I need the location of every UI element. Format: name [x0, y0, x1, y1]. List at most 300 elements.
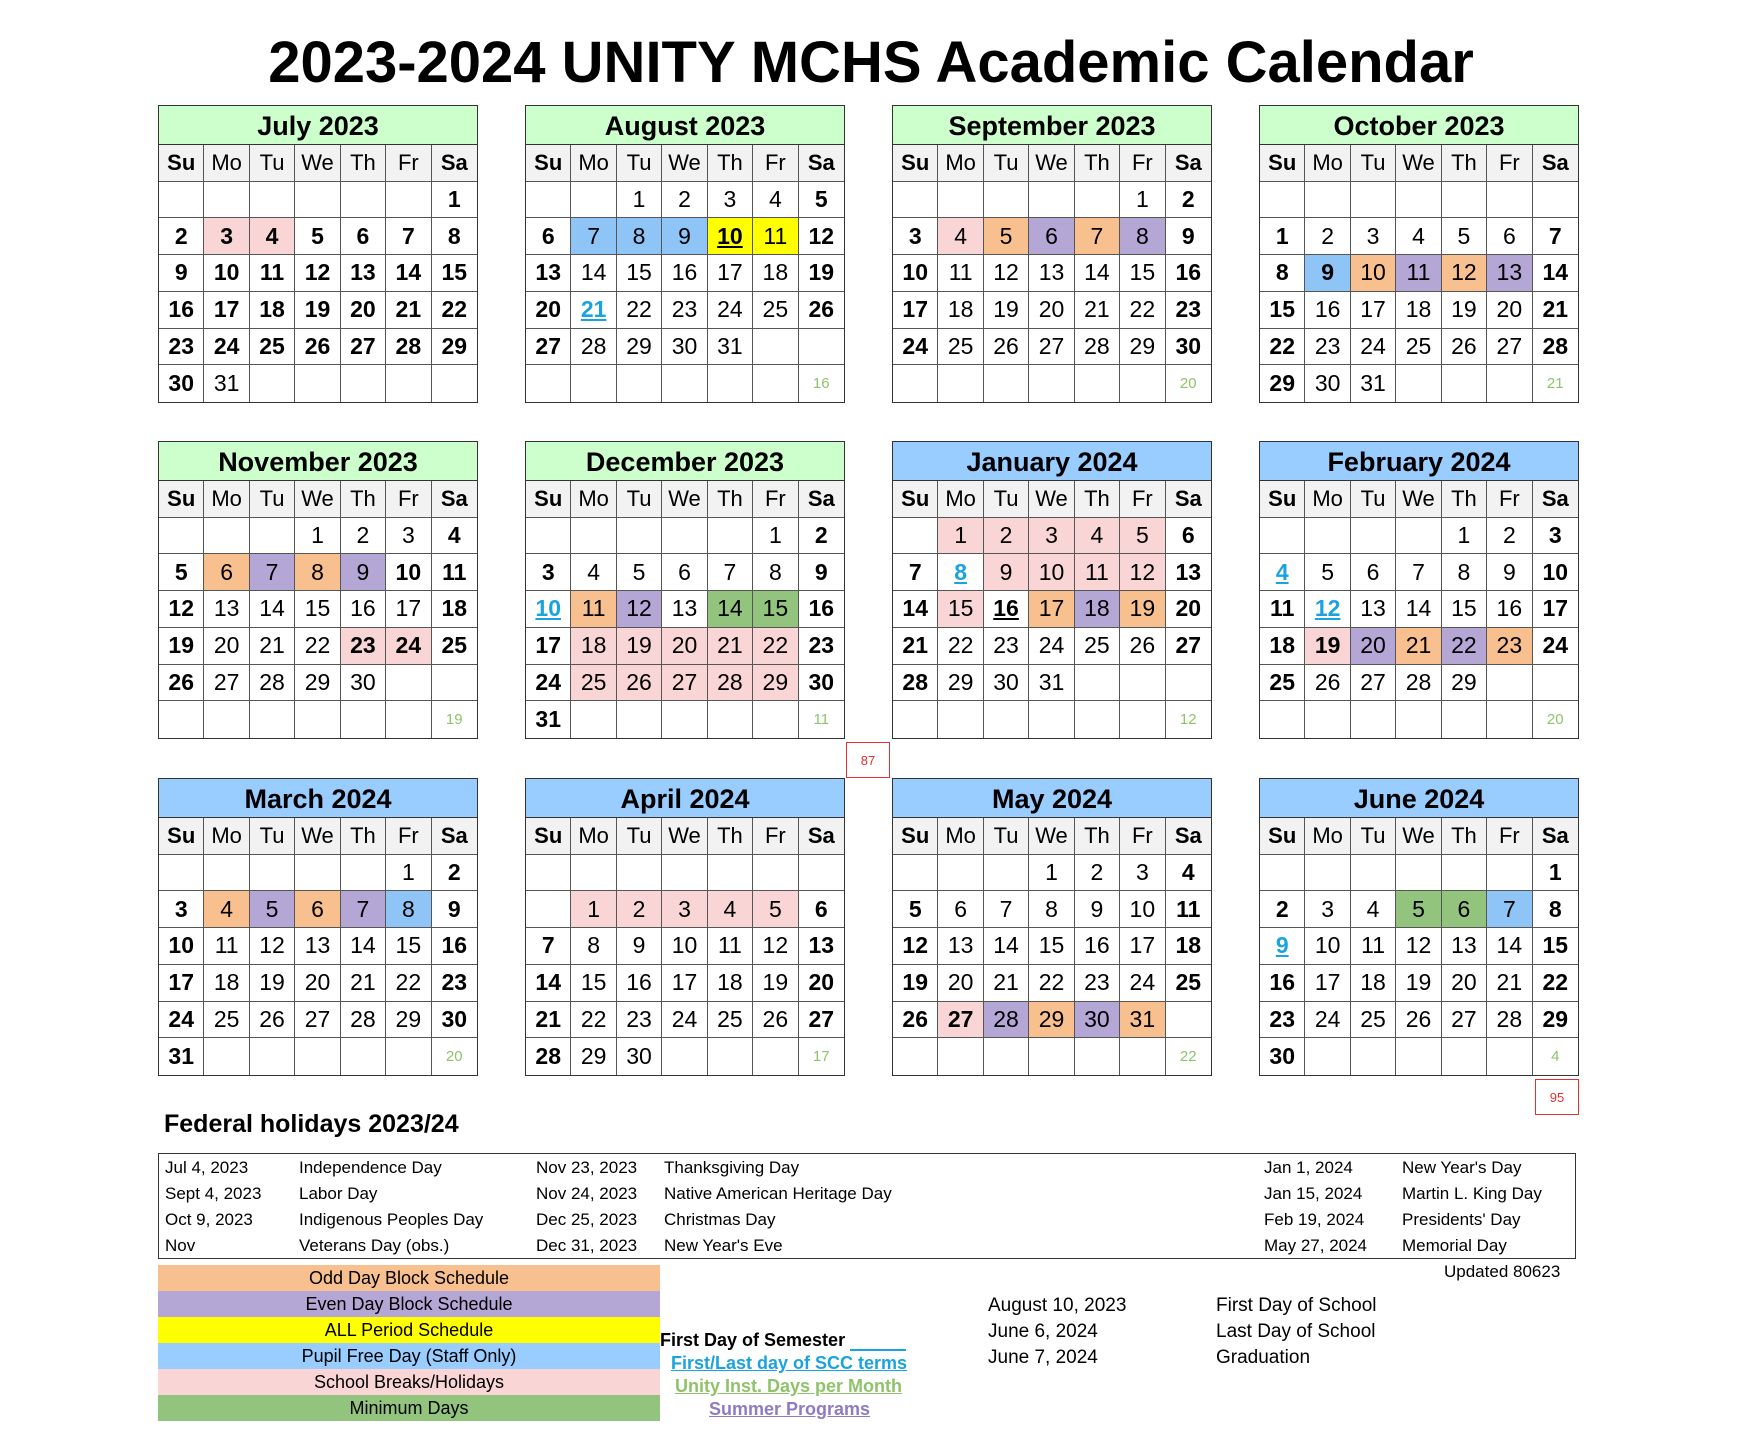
day-cell: 3 [204, 218, 249, 255]
holiday-date: Nov [165, 1236, 196, 1255]
day-cell: 24 [893, 329, 938, 366]
day-cell: 18 [1351, 965, 1396, 1002]
empty-cell [526, 182, 571, 219]
month-calendar [525, 778, 845, 1076]
day-cell: 29 [1442, 665, 1487, 702]
day-of-week-header: Tu [1351, 145, 1396, 182]
empty-cell [432, 665, 477, 702]
day-cell: 17 [1351, 292, 1396, 329]
day-cell: 29 [571, 1038, 616, 1075]
key-date: August 10, 2023 [988, 1295, 1127, 1316]
day-cell: 22 [1120, 292, 1165, 329]
day-cell: 17 [386, 591, 431, 628]
empty-cell [1075, 182, 1120, 219]
day-of-week-header: Tu [250, 145, 295, 182]
day-cell: 14 [526, 965, 571, 1002]
empty-cell [250, 182, 295, 219]
day-cell: 25 [753, 292, 798, 329]
month-calendar [525, 441, 845, 739]
empty-cell [295, 182, 340, 219]
day-cell: 21 [571, 292, 616, 329]
day-cell: 30 [432, 1002, 477, 1039]
day-cell: 6 [1487, 218, 1532, 255]
day-of-week-header: We [1396, 481, 1441, 518]
holiday-name: Labor Day [299, 1184, 378, 1203]
day-cell: 29 [617, 329, 662, 366]
day-of-week-header: Mo [204, 481, 249, 518]
day-cell: 17 [1533, 591, 1578, 628]
day-cell: 10 [526, 591, 571, 628]
holiday-name: Memorial Day [1402, 1236, 1507, 1255]
day-cell: 13 [204, 591, 249, 628]
updated-note: Updated 80623 [1444, 1262, 1561, 1281]
day-cell: 22 [1260, 329, 1305, 366]
holiday-date: May 27, 2024 [1264, 1236, 1368, 1255]
empty-cell [1533, 665, 1578, 702]
day-cell: 11 [1166, 891, 1211, 928]
empty-cell [617, 701, 662, 738]
day-cell: 10 [1351, 255, 1396, 292]
day-cell: 9 [1260, 928, 1305, 965]
day-cell: 28 [571, 329, 616, 366]
day-cell: 13 [341, 255, 386, 292]
day-cell: 30 [617, 1038, 662, 1075]
empty-cell [1260, 855, 1305, 892]
day-of-week-header: Sa [1533, 818, 1578, 855]
day-cell: 10 [1120, 891, 1165, 928]
day-cell: 4 [1166, 855, 1211, 892]
empty-cell [1029, 1038, 1074, 1075]
day-cell: 6 [1351, 554, 1396, 591]
instructional-day-count: 4 [1551, 1048, 1560, 1066]
day-cell: 20 [1029, 292, 1074, 329]
empty-cell [1351, 518, 1396, 555]
empty-cell [1487, 1038, 1532, 1075]
day-cell: 7 [341, 891, 386, 928]
day-of-week-header: Tu [984, 818, 1029, 855]
day-cell: 7 [1487, 891, 1532, 928]
month-title: February 2024 [1260, 442, 1578, 481]
instructional-day-count: 20 [1179, 375, 1197, 393]
day-cell: 9 [662, 218, 707, 255]
month-calendar [892, 778, 1212, 1076]
day-cell: 30 [1166, 329, 1211, 366]
day-cell: 4 [571, 554, 616, 591]
day-of-week-header: We [295, 145, 340, 182]
day-cell: 27 [662, 665, 707, 702]
day-cell: 26 [250, 1002, 295, 1039]
day-cell: 21 [1075, 292, 1120, 329]
legend-item: Minimum Days [158, 1395, 660, 1421]
empty-cell [1260, 701, 1305, 738]
day-cell: 4 [1260, 554, 1305, 591]
day-cell: 7 [250, 554, 295, 591]
day-cell: 31 [526, 701, 571, 738]
day-of-week-header: Fr [753, 481, 798, 518]
instructional-day-count: 20 [445, 1048, 463, 1066]
day-cell: 21 [386, 292, 431, 329]
day-cell: 14 [1396, 591, 1441, 628]
key-date: June 6, 2024 [988, 1321, 1098, 1342]
day-cell: 9 [1487, 554, 1532, 591]
empty-cell [204, 182, 249, 219]
empty-cell [204, 855, 249, 892]
day-of-week-header: Tu [617, 818, 662, 855]
day-cell: 13 [938, 928, 983, 965]
day-cell: 17 [159, 965, 204, 1002]
day-cell: 2 [617, 891, 662, 928]
day-cell: 18 [1075, 591, 1120, 628]
day-cell: 22 [295, 628, 340, 665]
day-of-week-header: Fr [1487, 481, 1532, 518]
month-calendar [1259, 778, 1579, 1076]
day-cell: 4 [204, 891, 249, 928]
empty-cell [571, 701, 616, 738]
day-cell: 29 [1533, 1002, 1578, 1039]
empty-cell [386, 701, 431, 738]
day-cell: 15 [1442, 591, 1487, 628]
day-cell: 23 [159, 329, 204, 366]
day-cell: 28 [984, 1002, 1029, 1039]
day-cell: 1 [571, 891, 616, 928]
day-cell: 23 [984, 628, 1029, 665]
day-cell: 30 [1260, 1038, 1305, 1075]
day-cell: 3 [386, 518, 431, 555]
empty-cell [1533, 182, 1578, 219]
day-cell: 30 [159, 365, 204, 402]
day-of-week-header: Tu [1351, 818, 1396, 855]
day-cell: 20 [1166, 591, 1211, 628]
day-cell: 19 [893, 965, 938, 1002]
day-of-week-header: Su [159, 818, 204, 855]
day-cell: 22 [938, 628, 983, 665]
holiday-date: Jan 1, 2024 [1264, 1158, 1353, 1177]
day-cell: 13 [295, 928, 340, 965]
day-cell: 15 [1029, 928, 1074, 965]
day-of-week-header: Th [341, 481, 386, 518]
day-cell: 18 [1166, 928, 1211, 965]
day-of-week-header: Sa [1533, 481, 1578, 518]
month-title: November 2023 [159, 442, 477, 481]
page-title: 2023-2024 UNITY MCHS Academic Calendar [268, 30, 1474, 95]
day-cell: 15 [386, 928, 431, 965]
day-cell: 8 [617, 218, 662, 255]
day-cell: 27 [938, 1002, 983, 1039]
day-cell: 26 [753, 1002, 798, 1039]
day-cell: 5 [1442, 218, 1487, 255]
month-grid [159, 818, 477, 1075]
key-date-label: Graduation [1216, 1347, 1311, 1368]
empty-cell [938, 365, 983, 402]
day-cell: 17 [893, 292, 938, 329]
day-of-week-header: Th [1442, 481, 1487, 518]
empty-cell [1487, 855, 1532, 892]
day-cell: 19 [617, 628, 662, 665]
day-of-week-header: Th [708, 818, 753, 855]
day-cell: 29 [386, 1002, 431, 1039]
day-of-week-header: Mo [571, 481, 616, 518]
day-cell: 15 [1260, 292, 1305, 329]
day-cell: 18 [571, 628, 616, 665]
day-cell: 19 [159, 628, 204, 665]
key-summer-programs: Summer Programs [709, 1399, 871, 1419]
empty-cell [1442, 182, 1487, 219]
empty-cell [295, 1038, 340, 1075]
day-cell: 28 [1533, 329, 1578, 366]
empty-cell [204, 518, 249, 555]
day-of-week-header: Fr [386, 145, 431, 182]
day-cell: 1 [432, 182, 477, 219]
day-cell: 1 [617, 182, 662, 219]
instructional-day-count: 12 [1179, 711, 1197, 729]
day-cell: 27 [1487, 329, 1532, 366]
empty-cell [1075, 1038, 1120, 1075]
empty-cell [893, 701, 938, 738]
empty-cell [250, 701, 295, 738]
day-cell: 24 [662, 1002, 707, 1039]
day-cell: 27 [204, 665, 249, 702]
day-cell: 5 [1396, 891, 1441, 928]
empty-cell [571, 518, 616, 555]
instructional-day-count: 19 [445, 711, 463, 729]
day-cell: 22 [432, 292, 477, 329]
holiday-name: Native American Heritage Day [664, 1184, 892, 1203]
empty-cell [984, 365, 1029, 402]
day-of-week-header: Fr [1487, 145, 1532, 182]
day-cell: 7 [893, 554, 938, 591]
empty-cell [1305, 1038, 1350, 1075]
month-calendar [892, 105, 1212, 403]
day-of-week-header: Sa [1166, 145, 1211, 182]
day-of-week-header: Su [526, 481, 571, 518]
day-of-week-header: Su [893, 481, 938, 518]
day-cell: 16 [662, 255, 707, 292]
day-cell: 20 [1351, 628, 1396, 665]
day-cell: 26 [617, 665, 662, 702]
day-cell: 26 [295, 329, 340, 366]
day-cell: 11 [1260, 591, 1305, 628]
empty-cell [984, 701, 1029, 738]
day-cell: 5 [799, 182, 844, 219]
day-cell: 20 [526, 292, 571, 329]
month-grid [893, 818, 1211, 1075]
day-cell: 21 [341, 965, 386, 1002]
empty-cell [341, 701, 386, 738]
day-cell: 3 [1120, 855, 1165, 892]
federal-holidays-table [158, 1153, 1576, 1259]
federal-holidays-title: Federal holidays 2023/24 [164, 1110, 459, 1138]
day-cell: 22 [571, 1002, 616, 1039]
day-cell: 31 [1351, 365, 1396, 402]
empty-cell [984, 182, 1029, 219]
day-cell: 4 [753, 182, 798, 219]
day-cell: 24 [526, 665, 571, 702]
day-cell: 31 [1120, 1002, 1165, 1039]
day-of-week-header: Th [1442, 145, 1487, 182]
empty-cell [1396, 365, 1441, 402]
day-cell: 16 [432, 928, 477, 965]
day-cell: 6 [662, 554, 707, 591]
empty-cell [708, 1038, 753, 1075]
day-cell: 20 [204, 628, 249, 665]
empty-cell [1396, 518, 1441, 555]
day-cell: 12 [1396, 928, 1441, 965]
day-cell: 6 [295, 891, 340, 928]
day-cell: 20 [1487, 292, 1532, 329]
day-cell: 11 [1396, 255, 1441, 292]
day-of-week-header: Fr [386, 818, 431, 855]
day-cell: 13 [1442, 928, 1487, 965]
day-cell: 3 [1533, 518, 1578, 555]
day-cell: 9 [432, 891, 477, 928]
day-cell: 14 [1533, 255, 1578, 292]
day-of-week-header: Sa [432, 481, 477, 518]
day-cell: 23 [1075, 965, 1120, 1002]
empty-cell [938, 855, 983, 892]
day-cell: 23 [341, 628, 386, 665]
empty-cell [250, 855, 295, 892]
key-date-label: First Day of School [1216, 1295, 1377, 1316]
empty-cell [984, 855, 1029, 892]
day-cell: 19 [295, 292, 340, 329]
key-scc-terms: First/Last day of SCC terms [671, 1353, 908, 1373]
day-cell: 20 [662, 628, 707, 665]
day-cell: 16 [617, 965, 662, 1002]
day-cell: 8 [1533, 891, 1578, 928]
empty-cell [799, 329, 844, 366]
empty-cell [1442, 1038, 1487, 1075]
empty-cell [295, 365, 340, 402]
day-cell: 30 [799, 665, 844, 702]
day-cell: 13 [1351, 591, 1396, 628]
day-of-week-header: Su [893, 818, 938, 855]
day-cell: 27 [526, 329, 571, 366]
empty-cell [893, 365, 938, 402]
day-cell: 5 [295, 218, 340, 255]
empty-cell [1487, 182, 1532, 219]
day-cell: 22 [1029, 965, 1074, 1002]
day-cell: 10 [204, 255, 249, 292]
day-of-week-header: Su [159, 145, 204, 182]
day-cell: 19 [753, 965, 798, 1002]
day-cell: 3 [1029, 518, 1074, 555]
day-cell: 11 [432, 554, 477, 591]
month-grid [526, 145, 844, 402]
day-cell: 23 [1260, 1002, 1305, 1039]
day-cell: 22 [753, 628, 798, 665]
day-cell: 15 [938, 591, 983, 628]
month-title: August 2023 [526, 106, 844, 145]
day-of-week-header: We [1029, 818, 1074, 855]
empty-cell [893, 855, 938, 892]
day-cell: 3 [1305, 891, 1350, 928]
day-of-week-header: Su [526, 818, 571, 855]
day-cell: 18 [1396, 292, 1441, 329]
day-cell: 22 [617, 292, 662, 329]
empty-cell [1396, 182, 1441, 219]
day-cell: 26 [159, 665, 204, 702]
month-title: May 2024 [893, 779, 1211, 818]
empty-cell [1120, 701, 1165, 738]
day-cell: 12 [753, 928, 798, 965]
empty-cell [1396, 1038, 1441, 1075]
day-cell: 26 [1442, 329, 1487, 366]
month-grid [1260, 481, 1578, 738]
empty-cell [1351, 182, 1396, 219]
month-title: September 2023 [893, 106, 1211, 145]
instructional-day-count: 20 [1546, 711, 1564, 729]
day-cell: 8 [1120, 218, 1165, 255]
day-cell: 29 [1260, 365, 1305, 402]
month-calendar [158, 105, 478, 403]
holiday-name: New Year's Day [1402, 1158, 1522, 1177]
instructional-day-count: 17 [812, 1048, 830, 1066]
holiday-name: Independence Day [299, 1158, 442, 1177]
empty-cell [938, 701, 983, 738]
day-cell: 15 [295, 591, 340, 628]
holiday-name: Presidents' Day [1402, 1210, 1521, 1229]
day-cell: 18 [432, 591, 477, 628]
day-of-week-header: Mo [938, 481, 983, 518]
semester-total-spring: 95 [1535, 1079, 1579, 1115]
day-cell: 29 [753, 665, 798, 702]
day-cell: 16 [1305, 292, 1350, 329]
day-of-week-header: Tu [250, 481, 295, 518]
day-of-week-header: Mo [1305, 818, 1350, 855]
day-cell: 18 [250, 292, 295, 329]
day-cell: 2 [159, 218, 204, 255]
empty-cell [893, 1038, 938, 1075]
empty-cell [250, 1038, 295, 1075]
day-cell: 18 [708, 965, 753, 1002]
day-cell: 11 [1351, 928, 1396, 965]
day-cell: 21 [1396, 628, 1441, 665]
day-cell: 15 [753, 591, 798, 628]
day-cell: 5 [984, 218, 1029, 255]
month-calendar [1259, 105, 1579, 403]
day-cell: 2 [1260, 891, 1305, 928]
day-cell: 22 [1533, 965, 1578, 1002]
day-cell: 5 [1120, 518, 1165, 555]
empty-cell [1029, 365, 1074, 402]
day-cell: 3 [526, 554, 571, 591]
legend-item: ALL Period Schedule [158, 1317, 660, 1343]
day-cell: 30 [662, 329, 707, 366]
day-of-week-header: Th [1075, 818, 1120, 855]
day-cell: 14 [1487, 928, 1532, 965]
day-of-week-header: Tu [617, 481, 662, 518]
day-cell: 25 [938, 329, 983, 366]
day-of-week-header: Su [1260, 145, 1305, 182]
day-cell: 16 [1260, 965, 1305, 1002]
day-cell: 28 [386, 329, 431, 366]
day-cell: 19 [250, 965, 295, 1002]
day-cell: 5 [250, 891, 295, 928]
empty-cell [617, 855, 662, 892]
holiday-date: Jan 15, 2024 [1264, 1184, 1363, 1203]
day-cell: 30 [341, 665, 386, 702]
day-cell: 6 [938, 891, 983, 928]
empty-cell [526, 855, 571, 892]
empty-cell [662, 855, 707, 892]
day-cell: 25 [571, 665, 616, 702]
empty-cell [984, 1038, 1029, 1075]
day-of-week-header: Sa [799, 481, 844, 518]
day-cell: 8 [386, 891, 431, 928]
day-cell: 8 [571, 928, 616, 965]
day-of-week-header: Tu [250, 818, 295, 855]
day-cell: 27 [799, 1002, 844, 1039]
